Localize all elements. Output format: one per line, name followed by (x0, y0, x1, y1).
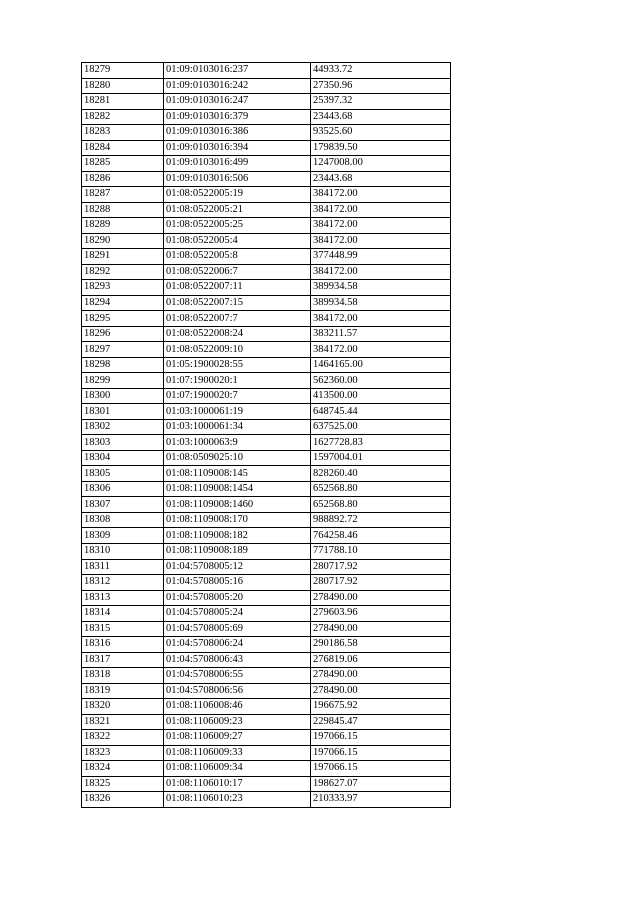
value-cell: 384172.00 (311, 202, 451, 218)
table-row (82, 280, 451, 296)
row-number-cell: 18294 (82, 295, 164, 311)
table-body (82, 63, 451, 808)
table-row (82, 730, 451, 746)
cadastral-number-cell: 01:09:0103016:499 (164, 156, 311, 172)
value-cell: 23443.68 (311, 109, 451, 125)
cadastral-number-cell: 01:09:0103016:386 (164, 125, 311, 141)
cadastral-number-cell: 01:05:1900028:55 (164, 357, 311, 373)
row-number-cell: 18280 (82, 78, 164, 94)
cadastral-number-cell: 01:09:0103016:506 (164, 171, 311, 187)
row-number-cell: 18291 (82, 249, 164, 265)
table-row (82, 187, 451, 203)
row-number-cell: 18293 (82, 280, 164, 296)
table-row (82, 326, 451, 342)
value-cell: 652568.80 (311, 497, 451, 513)
cadastral-number-cell: 01:08:1106009:27 (164, 730, 311, 746)
row-number-cell: 18322 (82, 730, 164, 746)
row-number-cell: 18316 (82, 637, 164, 653)
value-cell: 377448.99 (311, 249, 451, 265)
value-cell: 278490.00 (311, 590, 451, 606)
row-number-cell: 18289 (82, 218, 164, 234)
table-row (82, 94, 451, 110)
value-cell: 280717.92 (311, 559, 451, 575)
row-number-cell: 18292 (82, 264, 164, 280)
cadastral-number-cell: 01:08:1109008:189 (164, 543, 311, 559)
row-number-cell: 18303 (82, 435, 164, 451)
cadastral-number-cell: 01:04:5708005:69 (164, 621, 311, 637)
table-row (82, 512, 451, 528)
table-row (82, 357, 451, 373)
row-number-cell: 18297 (82, 342, 164, 358)
table-row (82, 373, 451, 389)
value-cell: 384172.00 (311, 187, 451, 203)
cadastral-number-cell: 01:09:0103016:237 (164, 63, 311, 79)
table-row (82, 606, 451, 622)
table-row (82, 156, 451, 172)
cadastral-number-cell: 01:08:0522005:8 (164, 249, 311, 265)
row-number-cell: 18314 (82, 606, 164, 622)
cadastral-number-cell: 01:08:1109008:145 (164, 466, 311, 482)
cadastral-number-cell: 01:08:0522007:11 (164, 280, 311, 296)
row-number-cell: 18287 (82, 187, 164, 203)
row-number-cell: 18285 (82, 156, 164, 172)
table-row (82, 388, 451, 404)
value-cell: 229845.47 (311, 714, 451, 730)
row-number-cell: 18300 (82, 388, 164, 404)
row-number-cell: 18307 (82, 497, 164, 513)
cadastral-value-table (81, 62, 451, 808)
table-row (82, 233, 451, 249)
cadastral-number-cell: 01:08:1109008:182 (164, 528, 311, 544)
row-number-cell: 18301 (82, 404, 164, 420)
cadastral-number-cell: 01:09:0103016:379 (164, 109, 311, 125)
row-number-cell: 18290 (82, 233, 164, 249)
table-row (82, 776, 451, 792)
value-cell: 280717.92 (311, 575, 451, 591)
value-cell: 828260.40 (311, 466, 451, 482)
cadastral-number-cell: 01:08:0522005:21 (164, 202, 311, 218)
value-cell: 197066.15 (311, 730, 451, 746)
row-number-cell: 18279 (82, 63, 164, 79)
row-number-cell: 18319 (82, 683, 164, 699)
table-row (82, 404, 451, 420)
table-row (82, 264, 451, 280)
cadastral-number-cell: 01:08:0522006:7 (164, 264, 311, 280)
cadastral-number-cell: 01:04:5708005:12 (164, 559, 311, 575)
value-cell: 210333.97 (311, 792, 451, 808)
cadastral-number-cell: 01:04:5708006:43 (164, 652, 311, 668)
row-number-cell: 18312 (82, 575, 164, 591)
row-number-cell: 18306 (82, 481, 164, 497)
row-number-cell: 18323 (82, 745, 164, 761)
table-row (82, 528, 451, 544)
table-row (82, 202, 451, 218)
cadastral-number-cell: 01:08:1109008:170 (164, 512, 311, 528)
cadastral-number-cell: 01:08:1106009:33 (164, 745, 311, 761)
value-cell: 988892.72 (311, 512, 451, 528)
cadastral-number-cell: 01:04:5708006:56 (164, 683, 311, 699)
cadastral-number-cell: 01:08:0522005:25 (164, 218, 311, 234)
table-row (82, 714, 451, 730)
table-row (82, 481, 451, 497)
cadastral-number-cell: 01:08:0522007:15 (164, 295, 311, 311)
row-number-cell: 18310 (82, 543, 164, 559)
row-number-cell: 18298 (82, 357, 164, 373)
value-cell: 562360.00 (311, 373, 451, 389)
table-row (82, 466, 451, 482)
cadastral-number-cell: 01:08:1106009:23 (164, 714, 311, 730)
cadastral-number-cell: 01:04:5708005:20 (164, 590, 311, 606)
value-cell: 771788.10 (311, 543, 451, 559)
row-number-cell: 18318 (82, 668, 164, 684)
row-number-cell: 18325 (82, 776, 164, 792)
cadastral-number-cell: 01:09:0103016:247 (164, 94, 311, 110)
value-cell: 384172.00 (311, 311, 451, 327)
value-cell: 278490.00 (311, 683, 451, 699)
cadastral-number-cell: 01:08:1109008:1454 (164, 481, 311, 497)
row-number-cell: 18286 (82, 171, 164, 187)
table-row (82, 497, 451, 513)
row-number-cell: 18311 (82, 559, 164, 575)
row-number-cell: 18313 (82, 590, 164, 606)
table-row (82, 109, 451, 125)
table-row (82, 575, 451, 591)
table-row (82, 637, 451, 653)
cadastral-number-cell: 01:04:5708006:55 (164, 668, 311, 684)
value-cell: 278490.00 (311, 668, 451, 684)
value-cell: 25397.32 (311, 94, 451, 110)
value-cell: 384172.00 (311, 264, 451, 280)
value-cell: 384172.00 (311, 342, 451, 358)
value-cell: 279603.96 (311, 606, 451, 622)
table-row (82, 140, 451, 156)
cadastral-number-cell: 01:04:5708005:24 (164, 606, 311, 622)
row-number-cell: 18302 (82, 419, 164, 435)
row-number-cell: 18296 (82, 326, 164, 342)
value-cell: 196675.92 (311, 699, 451, 715)
table-row (82, 78, 451, 94)
table-row (82, 450, 451, 466)
table-row (82, 125, 451, 141)
value-cell: 1627728.83 (311, 435, 451, 451)
value-cell: 276819.06 (311, 652, 451, 668)
row-number-cell: 18317 (82, 652, 164, 668)
row-number-cell: 18284 (82, 140, 164, 156)
row-number-cell: 18288 (82, 202, 164, 218)
value-cell: 648745.44 (311, 404, 451, 420)
row-number-cell: 18295 (82, 311, 164, 327)
cadastral-number-cell: 01:07:1900020:7 (164, 388, 311, 404)
row-number-cell: 18305 (82, 466, 164, 482)
value-cell: 389934.58 (311, 295, 451, 311)
cadastral-number-cell: 01:08:0522005:19 (164, 187, 311, 203)
table-row (82, 249, 451, 265)
cadastral-number-cell: 01:08:1106010:17 (164, 776, 311, 792)
table-row (82, 652, 451, 668)
cadastral-number-cell: 01:03:1000063:9 (164, 435, 311, 451)
value-cell: 198627.07 (311, 776, 451, 792)
row-number-cell: 18281 (82, 94, 164, 110)
table-row (82, 559, 451, 575)
table-row (82, 295, 451, 311)
cadastral-number-cell: 01:08:1106010:23 (164, 792, 311, 808)
cadastral-number-cell: 01:09:0103016:242 (164, 78, 311, 94)
cadastral-number-cell: 01:08:1106009:34 (164, 761, 311, 777)
table-row (82, 435, 451, 451)
table-row (82, 668, 451, 684)
value-cell: 93525.60 (311, 125, 451, 141)
table-row (82, 683, 451, 699)
value-cell: 44933.72 (311, 63, 451, 79)
row-number-cell: 18299 (82, 373, 164, 389)
value-cell: 389934.58 (311, 280, 451, 296)
cadastral-number-cell: 01:09:0103016:394 (164, 140, 311, 156)
cadastral-number-cell: 01:04:5708006:24 (164, 637, 311, 653)
value-cell: 1247008.00 (311, 156, 451, 172)
row-number-cell: 18282 (82, 109, 164, 125)
value-cell: 197066.15 (311, 761, 451, 777)
value-cell: 1597004.01 (311, 450, 451, 466)
value-cell: 652568.80 (311, 481, 451, 497)
value-cell: 383211.57 (311, 326, 451, 342)
cadastral-number-cell: 01:08:0522005:4 (164, 233, 311, 249)
row-number-cell: 18324 (82, 761, 164, 777)
value-cell: 637525.00 (311, 419, 451, 435)
table-row (82, 543, 451, 559)
table-row (82, 621, 451, 637)
cadastral-number-cell: 01:08:1106008:46 (164, 699, 311, 715)
value-cell: 413500.00 (311, 388, 451, 404)
row-number-cell: 18315 (82, 621, 164, 637)
cadastral-number-cell: 01:08:0509025:10 (164, 450, 311, 466)
row-number-cell: 18309 (82, 528, 164, 544)
cadastral-number-cell: 01:08:0522007:7 (164, 311, 311, 327)
row-number-cell: 18308 (82, 512, 164, 528)
table-row (82, 590, 451, 606)
table-row (82, 745, 451, 761)
value-cell: 179839.50 (311, 140, 451, 156)
value-cell: 27350.96 (311, 78, 451, 94)
value-cell: 290186.58 (311, 637, 451, 653)
table-row (82, 342, 451, 358)
cadastral-number-cell: 01:04:5708005:16 (164, 575, 311, 591)
table-row (82, 792, 451, 808)
value-cell: 197066.15 (311, 745, 451, 761)
value-cell: 384172.00 (311, 233, 451, 249)
table-row (82, 171, 451, 187)
value-cell: 1464165.00 (311, 357, 451, 373)
row-number-cell: 18321 (82, 714, 164, 730)
row-number-cell: 18304 (82, 450, 164, 466)
row-number-cell: 18283 (82, 125, 164, 141)
table-row (82, 761, 451, 777)
value-cell: 278490.00 (311, 621, 451, 637)
table-row (82, 311, 451, 327)
value-cell: 764258.46 (311, 528, 451, 544)
cadastral-number-cell: 01:07:1900020:1 (164, 373, 311, 389)
cadastral-number-cell: 01:08:0522009:10 (164, 342, 311, 358)
cadastral-number-cell: 01:08:1109008:1460 (164, 497, 311, 513)
row-number-cell: 18320 (82, 699, 164, 715)
row-number-cell: 18326 (82, 792, 164, 808)
table-row (82, 218, 451, 234)
cadastral-number-cell: 01:03:1000061:34 (164, 419, 311, 435)
value-cell: 23443.68 (311, 171, 451, 187)
value-cell: 384172.00 (311, 218, 451, 234)
table-row (82, 699, 451, 715)
cadastral-number-cell: 01:03:1000061:19 (164, 404, 311, 420)
table-row (82, 419, 451, 435)
table-row (82, 63, 451, 79)
cadastral-number-cell: 01:08:0522008:24 (164, 326, 311, 342)
